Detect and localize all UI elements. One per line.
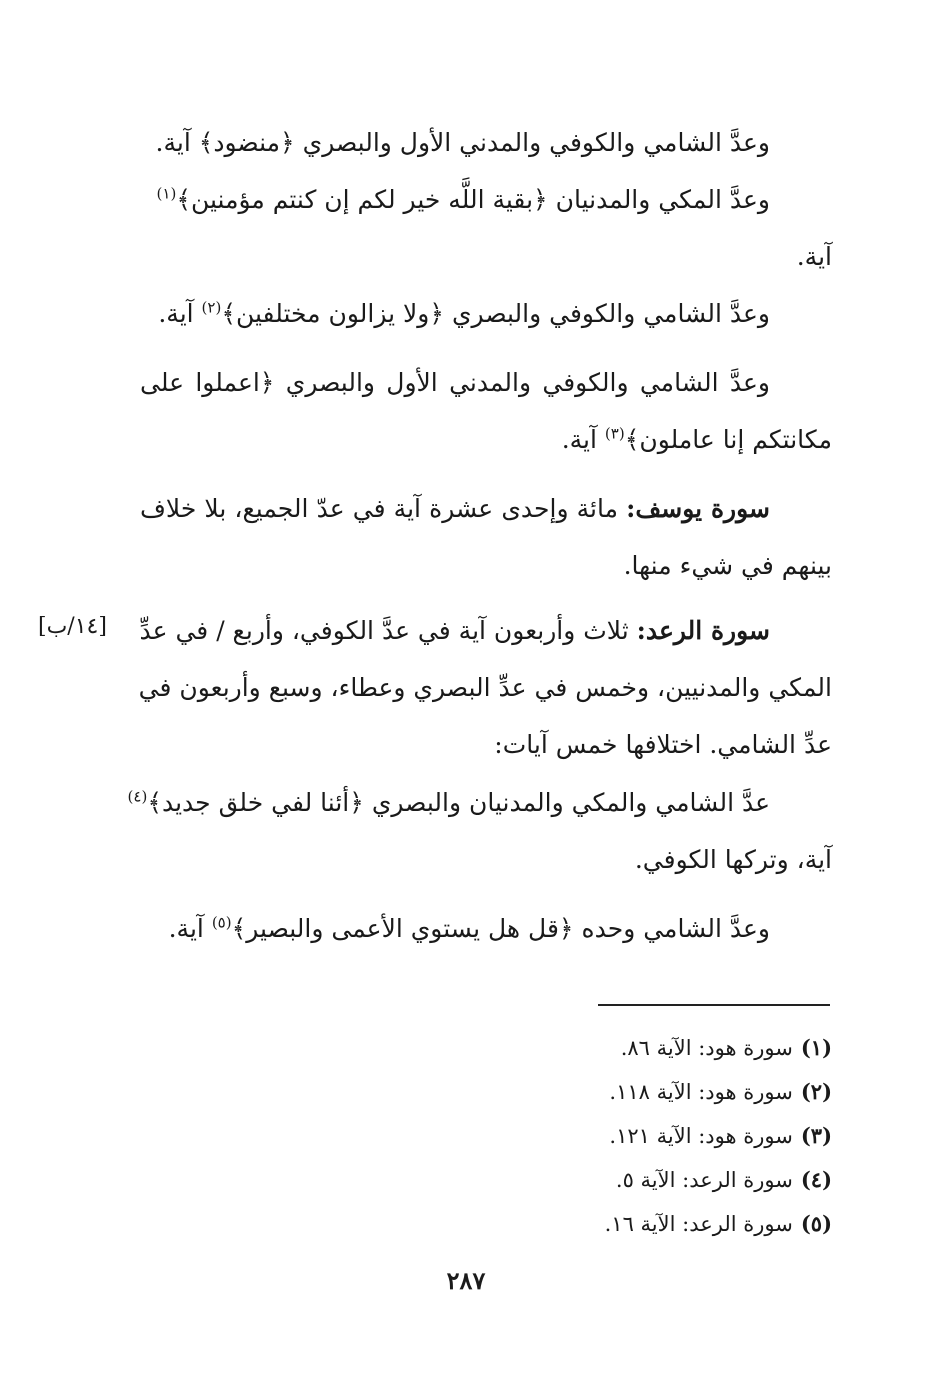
paragraph-text: آية. bbox=[158, 299, 202, 328]
surah-heading: سورة الرعد: bbox=[636, 616, 770, 645]
paragraph-line bbox=[140, 480, 832, 537]
footnote-number: (١) bbox=[800, 1035, 832, 1060]
paragraph-text: آية. bbox=[561, 425, 605, 454]
paragraph-line bbox=[140, 285, 832, 342]
paragraph-7 bbox=[127, 774, 832, 888]
paragraph-line bbox=[140, 411, 832, 468]
paragraph-line: وعدَّ الشامي والكوفي والمدني الأول والبصري ﴿منضود﴾ آية. bbox=[155, 128, 770, 157]
footnote-1 bbox=[440, 1026, 832, 1070]
footnote-text: سورة هود: الآية ٨٦. bbox=[620, 1036, 793, 1060]
footnote-number: (٣) bbox=[800, 1123, 832, 1148]
footnote-number: (٥) bbox=[800, 1211, 832, 1236]
footnotes bbox=[440, 1026, 832, 1246]
paragraph-line bbox=[127, 774, 832, 831]
footnote-3 bbox=[440, 1114, 832, 1158]
footnote-number: (٤) bbox=[800, 1167, 832, 1192]
footnote-number: (٢) bbox=[800, 1079, 832, 1104]
paragraph-text: عدَّ الشامي والمكي والمدنيان والبصري ﴿أئنا لفي خلق جديد﴾ bbox=[147, 788, 770, 817]
surah-heading: سورة يوسف: bbox=[626, 494, 770, 523]
footnote-ref: (٤) bbox=[127, 787, 148, 806]
footnote-ref: (٣) bbox=[604, 424, 625, 443]
footnote-ref: (١) bbox=[156, 184, 177, 203]
paragraph-line bbox=[140, 900, 832, 957]
paragraph-line bbox=[140, 602, 832, 659]
paragraph-text: ثلاث وأربعون آية في عدَّ الكوفي، وأربع / في عدِّ bbox=[139, 616, 637, 645]
paragraph-line: بينهم في شيء منها. bbox=[623, 551, 832, 580]
footnote-text: سورة الرعد: الآية ١٦. bbox=[604, 1212, 793, 1236]
paragraph-line: عدِّ الشامي. اختلافها خمس آيات: bbox=[494, 730, 832, 759]
footnote-separator bbox=[598, 1004, 830, 1006]
paragraph-text: وعدَّ الشامي وحده ﴿قل هل يستوي الأعمى والبصير﴾ bbox=[231, 914, 770, 943]
paragraph-1 bbox=[140, 114, 832, 171]
paragraph-line: آية. bbox=[796, 242, 832, 271]
paragraph-text: وعدَّ المكي والمدنيان ﴿بقية اللَّه خير لكم إن كنتم مؤمنين﴾ bbox=[176, 185, 770, 214]
paragraph-text: مائة وإحدى عشرة آية في عدّ الجميع، بلا خلاف bbox=[140, 494, 627, 523]
page-number: ٢٨٧ bbox=[446, 1266, 486, 1295]
paragraph-text: آية. bbox=[168, 914, 212, 943]
paragraph-2 bbox=[140, 171, 832, 285]
footnote-2 bbox=[440, 1070, 832, 1114]
paragraph-line: آية، وتركها الكوفي. bbox=[634, 845, 832, 874]
footnote-ref: (٢) bbox=[201, 298, 222, 317]
paragraph-line bbox=[140, 171, 832, 228]
paragraph-text: وعدَّ الشامي والكوفي والبصري ﴿ولا يزالون مختلفين﴾ bbox=[221, 299, 770, 328]
footnote-text: سورة هود: الآية ١٢١. bbox=[609, 1124, 793, 1148]
paragraph-text: مكانتكم إنا عاملون﴾ bbox=[624, 425, 832, 454]
footnote-5 bbox=[440, 1202, 832, 1246]
footnote-text: سورة الرعد: الآية ٥. bbox=[615, 1168, 793, 1192]
footnote-4 bbox=[440, 1158, 832, 1202]
paragraph-surah-yusuf bbox=[140, 480, 832, 594]
footnote-text: سورة هود: الآية ١١٨. bbox=[609, 1080, 793, 1104]
paragraph-line: وعدَّ الشامي والكوفي والمدني الأول والبصري ﴿اعملوا على bbox=[140, 368, 770, 397]
footnote-ref: (٥) bbox=[211, 913, 232, 932]
paragraph-surah-raad bbox=[140, 602, 832, 773]
paragraph-8 bbox=[140, 900, 832, 957]
paragraph-line: المكي والمدنيين، وخمس في عدِّ البصري وعطاء، وسبع وأربعون في bbox=[138, 673, 832, 702]
paragraph-4 bbox=[140, 354, 832, 468]
paragraph-3 bbox=[140, 285, 832, 342]
manuscript-folio-marker: [١٤/ب] bbox=[38, 614, 107, 639]
